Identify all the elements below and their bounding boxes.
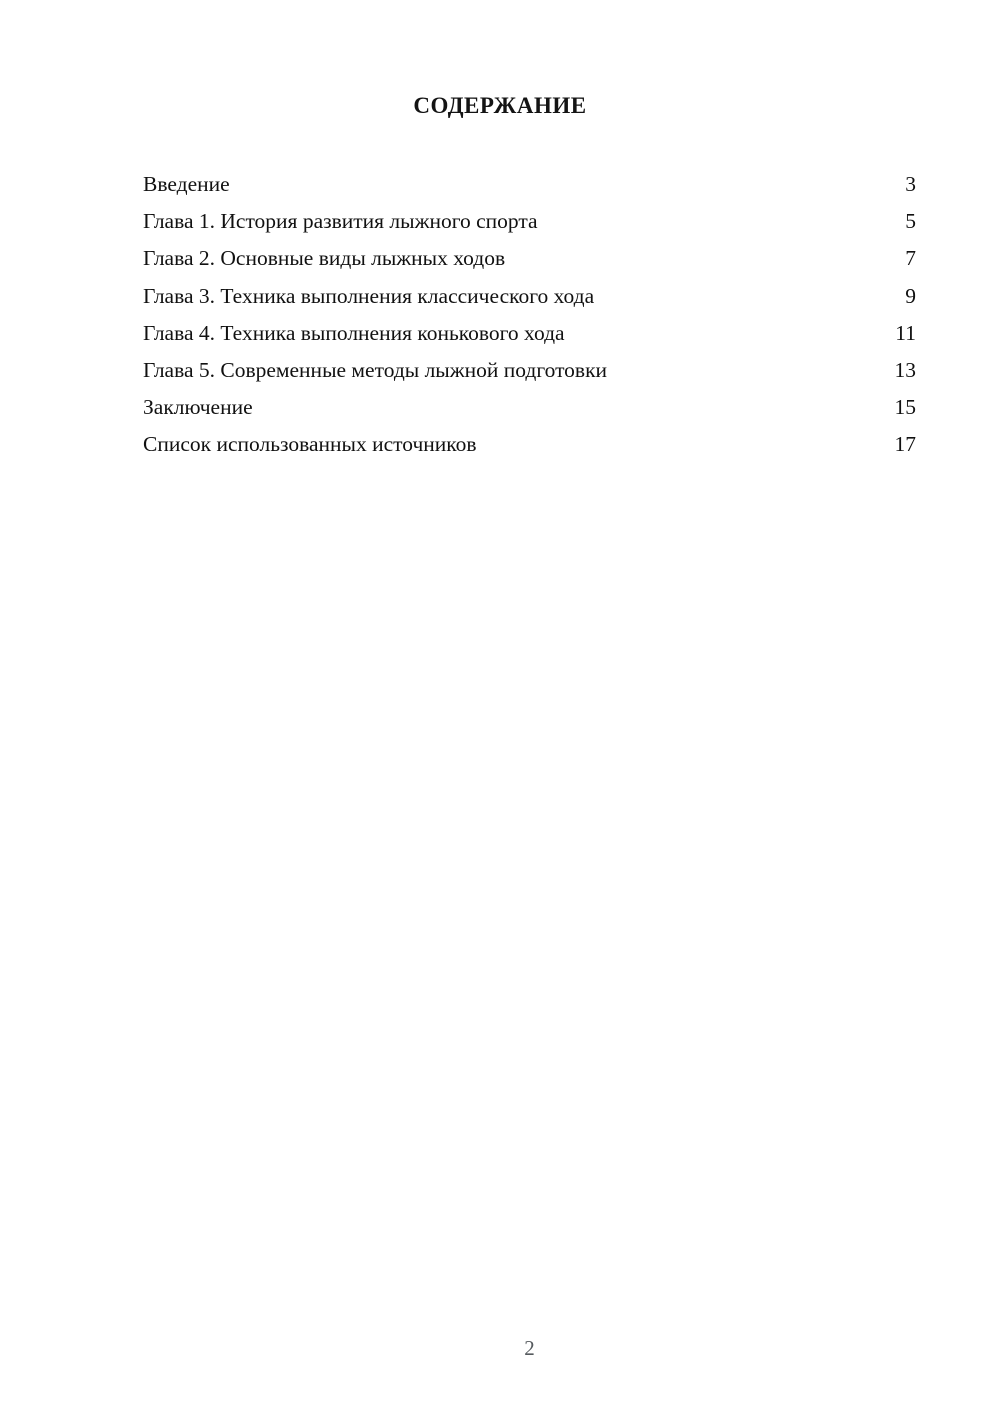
toc-entry-page-number: 11 [895,320,916,345]
toc-entry-page-number: 5 [905,209,916,234]
toc-entry-label: Заключение [143,395,253,420]
toc-entry-page-number: 13 [894,358,916,383]
toc-entry [143,315,916,352]
table-of-contents [143,166,916,464]
toc-entry-label: Глава 1. История развития лыжного спорта [143,209,538,234]
toc-entry-page-number: 17 [894,432,916,457]
toc-entry-label: Глава 3. Техника выполнения классического хода [143,283,595,308]
toc-entry-page-number: 3 [905,172,916,196]
toc-entry [143,426,916,463]
page-title: СОДЕРЖАНИЕ [413,93,587,118]
toc-entry-label: Введение [143,172,230,196]
toc-entry [143,278,916,315]
toc-entry-label: Глава 5. Современные методы лыжной подготовки [143,358,608,383]
toc-entry-page-number: 15 [894,395,916,420]
toc-entry-page-number: 9 [905,283,916,308]
toc-entry [143,389,916,426]
toc-entry [143,352,916,389]
toc-entry-label: Глава 4. Техника выполнения конькового хода [143,320,565,345]
toc-entry [143,240,916,277]
toc-entry [143,166,916,203]
toc-entry-page-number: 7 [905,246,916,271]
footer-page-number: 2 [524,1336,535,1360]
toc-entry [143,203,916,240]
toc-entry-label: Список использованных источников [143,432,477,457]
toc-entry-label: Глава 2. Основные виды лыжных ходов [143,246,506,271]
